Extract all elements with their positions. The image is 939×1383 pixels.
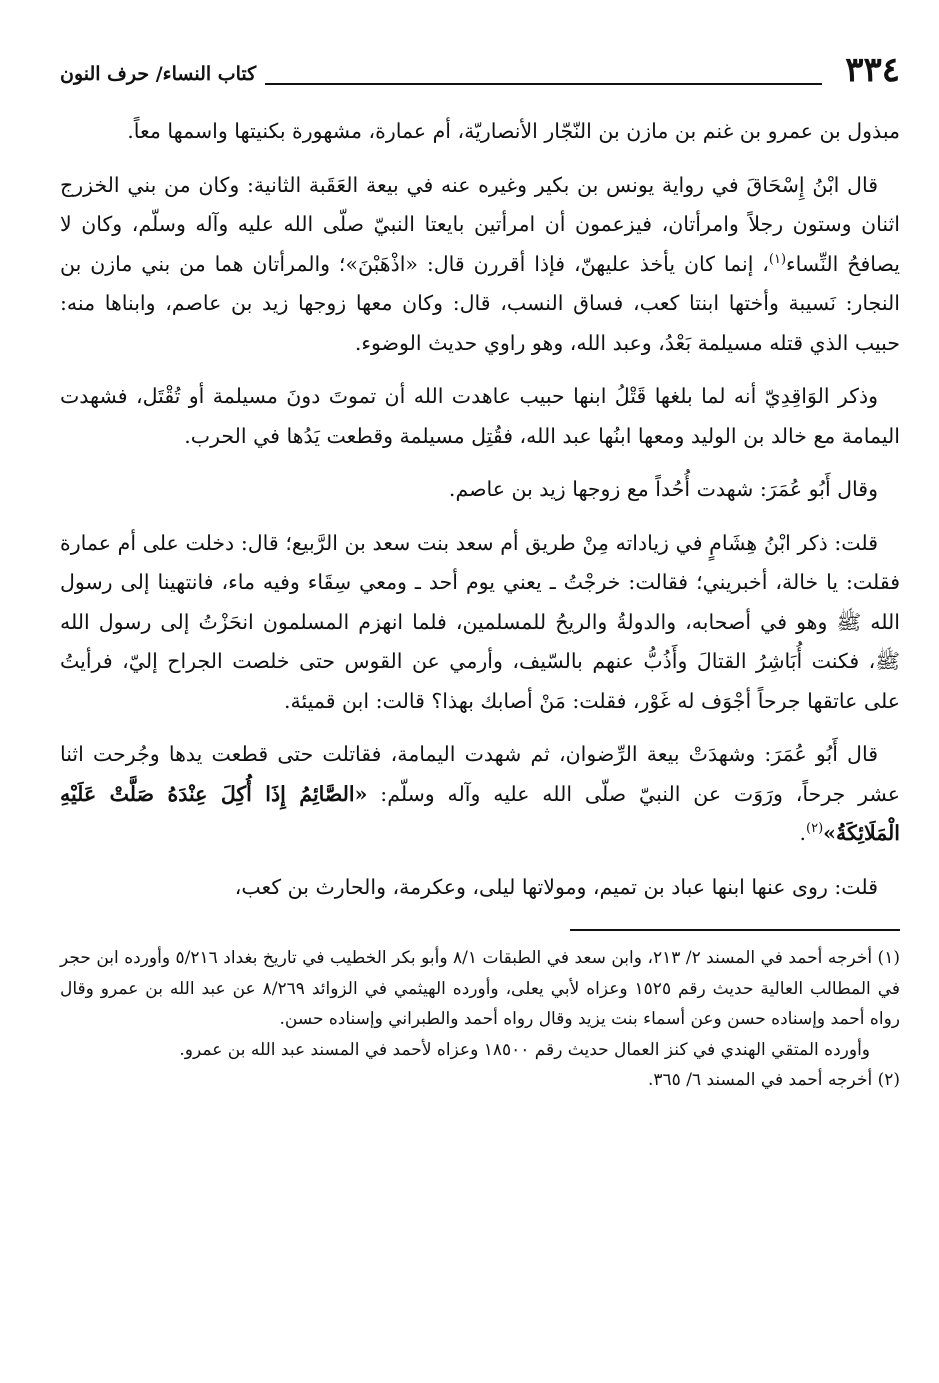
footnotes	[60, 943, 900, 1096]
paragraph	[60, 735, 900, 854]
paragraph	[60, 166, 900, 364]
paragraph: وذكر الوَاقِدِيّ أنه لما بلغها قَتْلُ ابنها حبيب عاهدت الله أن تموتَ دونَ مسيلمة أو تُقْتَل، فشهدت اليمامة مع خالد بن الوليد ومعها ابنُها عبد الله، فقُتِل مسيلمة وقطعت يَدُها في الحرب.	[60, 384, 900, 448]
header-rule	[265, 83, 822, 85]
paragraph: قلت: روى عنها ابنها عباد بن تميم، ومولاتها ليلى، وعكرمة، والحارث بن كعب،	[234, 874, 878, 899]
footnote: (١) أخرجه أحمد في المسند ٢/ ٢١٣، وابن سعد في الطبقات ٨/١ وأبو بكر الخطيب في تاريخ بغداد ٥/٢١٦ وأورده ابن حجر في المطالب العالية حديث رقم ١٥٢٥ وعزاه لأبي يعلى، وأورده الهيثمي في الزوائد ٨/٢٦٩ عن عبد الله بن عمرو وقال رواه أحمد وإسناده حسن وعن أسماء بنت يزيد وقال رواه أحمد والطبراني وإسناده حسن.	[60, 948, 900, 1029]
book-page	[60, 50, 900, 1340]
footnote-separator	[570, 929, 900, 931]
footnote-ref: (٢)	[806, 821, 824, 837]
paragraph-text: ، إنما كان يأخذ عليهنّ، فإذا أقررن قال: «اذْهَبْنَ»؛ والمرأتان هما من بني مازن بن النجار: نَسيبة وأختها ابنتا كعب، فساق النسب، قال: وكان معها زوجها زيد بن عاصم، وابناها منه: حبيب الذي قتله مسيلمة بَعْدُ، وعبد الله، وهو راوي حديث الوضوء.	[60, 251, 900, 355]
page-number: ٣٣٤	[845, 50, 900, 90]
paragraph: وقال أَبُو عُمَرَ: شهدت أُحُداً مع زوجها زيد بن عاصم.	[448, 477, 878, 501]
paragraph: مبذول بن عمرو بن غنم بن مازن بن النّجّار الأنصاريّة، أم عمارة، مشهورة بكنيتها واسمها معاً.	[127, 119, 900, 143]
footnote-ref: (١)	[768, 251, 787, 267]
running-header	[60, 50, 900, 96]
footnote: (٢) أخرجه أحمد في المسند ٦/ ٣٦٥.	[648, 1070, 900, 1090]
paragraph: قلت: ذكر ابْنُ هِشَامٍ في زياداته مِنْ طريق أم سعد بنت سعد بن الرَّبيع؛ قال: دخلت على أم عمارة فقلت: يا خالة، أخبريني؛ فقالت: خرجْتُ ـ يعني يوم أحد ـ ومعي سِقَاء وفيه ماء، فانتهينا إلى رسول الله ﷺ وهو في أصحابه، والدولةُ والريحُ للمسلمين، فلما انهزم المسلمون انحَزْتُ إلى رسول الله ﷺ، فكنت أُبَاشِرُ القتالَ وأَذُبُّ عنهم بالسّيف، وأرمي عن القوس حتى خلصت الجراح إليّ، فرأيتُ على عاتقها جرحاً أجْوَف له غَوْر، فقلت: مَنْ أصابك بهذا؟ قالت: ابن قميئة.	[60, 530, 900, 713]
hadith-quote: «الصَّائِمُ إِذَا أُكِلَ عِنْدَهُ صَلَّتْ عَلَيْهِ الْمَلَائِكَةُ»	[60, 781, 900, 845]
running-title: كتاب النساء/ حرف النون	[60, 63, 257, 85]
footnote: وأورده المتقي الهندي في كنز العمال حديث رقم ١٨٥٠٠ وعزاه لأحمد في المسند عبد الله بن عمرو.	[179, 1039, 870, 1060]
paragraph-text: قال ابْنُ إِسْحَاقَ في رواية يونس بن بكير وغيره عنه في بيعة العَقَبة الثانية: وكان من بني الخزرج اثنان وستون رجلاً وامرأتان، فيزعمون أن امرأتين بايعتا النبيّ صلّى الله عليه وآله وسلّم، وكان لا يصافحُ النِّساء	[60, 172, 900, 276]
paragraph-text: قال أَبُو عُمَرَ: وشهدَتْ بيعة الرِّضوان، ثم شهدت اليمامة، فقاتلت حتى قطعت يدها وجُرحت اثنا عشر جرحاً، ورَوَت عن النبيّ صلّى الله عليه وآله وسلّم:	[60, 742, 900, 806]
paragraph-text: .	[799, 821, 806, 845]
main-text	[60, 112, 900, 907]
